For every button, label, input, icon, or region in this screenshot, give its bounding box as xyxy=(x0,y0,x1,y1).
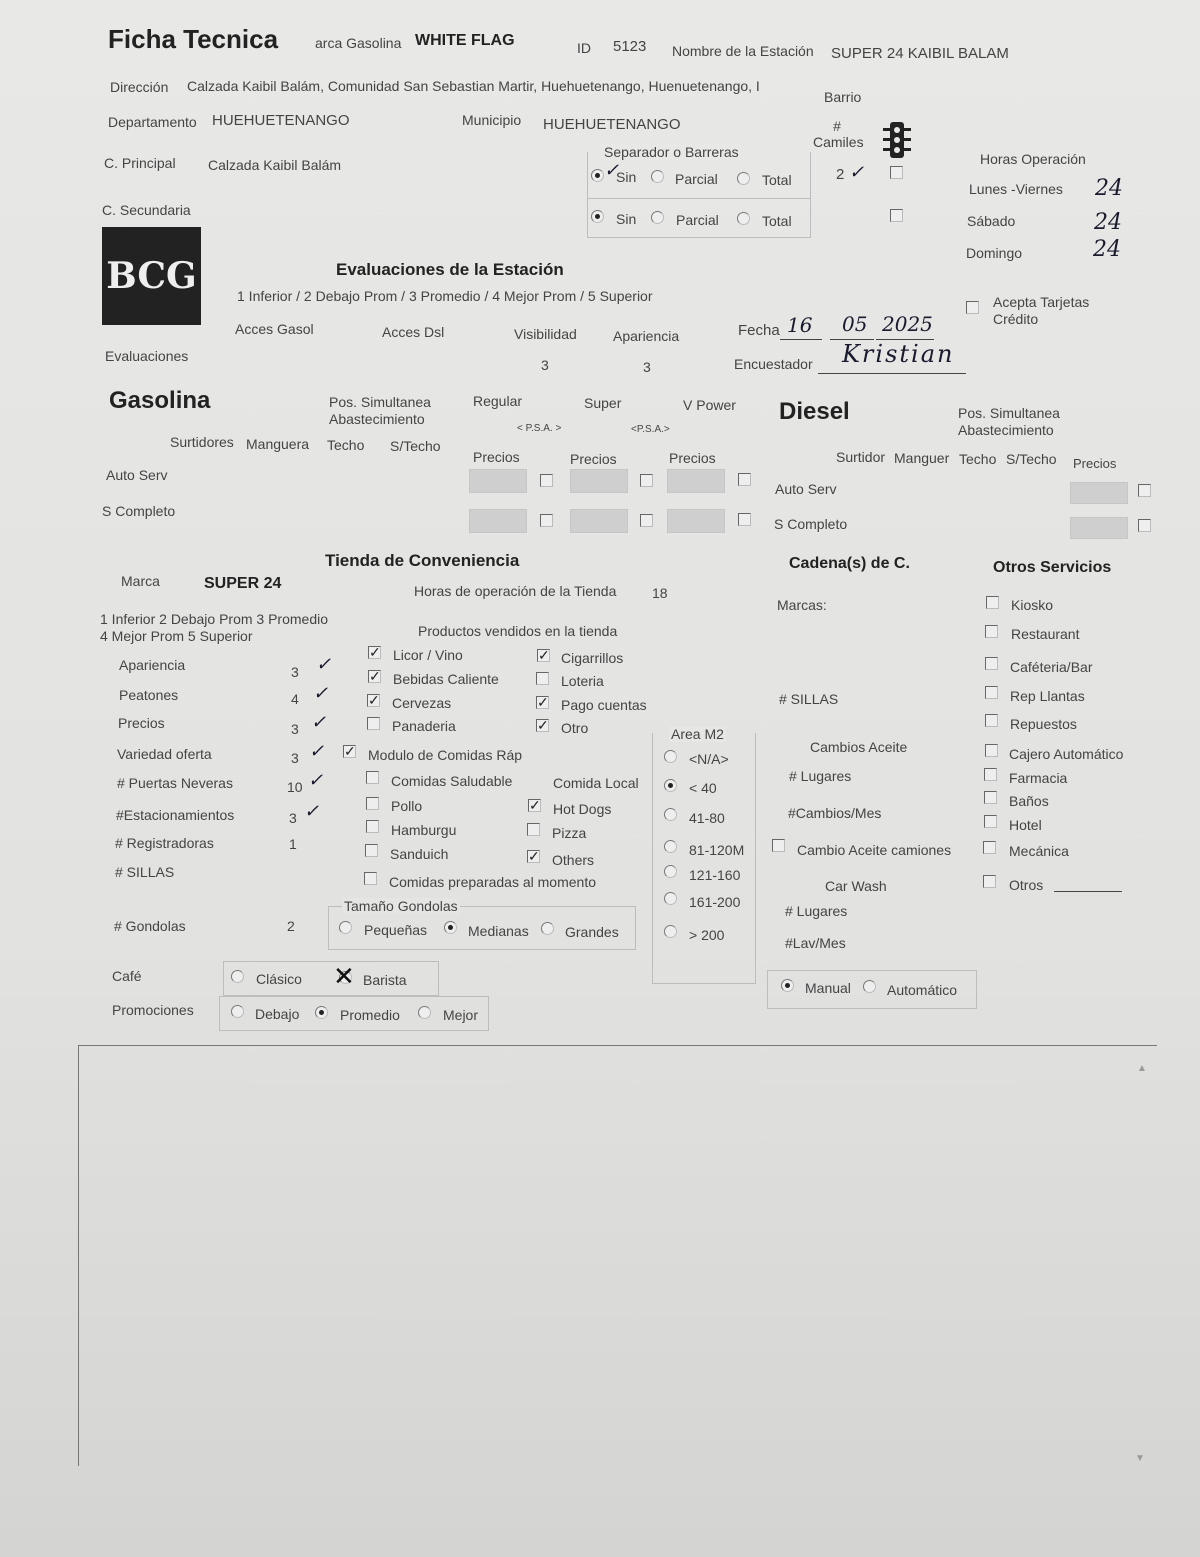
area-option: < 40 xyxy=(689,780,717,796)
departamento-label: Departamento xyxy=(108,114,197,130)
rating-value: 4 xyxy=(291,691,299,707)
pago-label: Pago cuentas xyxy=(561,697,647,713)
gas-auto-serv-label: Auto Serv xyxy=(106,467,168,483)
service-label: Hotel xyxy=(1009,817,1042,833)
cambios-mes-label: #Cambios/Mes xyxy=(788,805,882,821)
regular-precios: Precios xyxy=(473,449,520,465)
service-label: Baños xyxy=(1009,793,1049,809)
lunes-label: Lunes -Viernes xyxy=(969,181,1063,197)
hotdogs-checkbox[interactable]: ✓ xyxy=(529,797,541,813)
visibilidad-value: 3 xyxy=(541,357,549,373)
fecha-year: 2025 xyxy=(882,312,933,336)
sep2-sin-radio[interactable] xyxy=(591,210,604,223)
vpower-label: V Power xyxy=(683,397,736,413)
service-checkbox[interactable] xyxy=(984,791,997,804)
diesel-completo-checkbox[interactable] xyxy=(1138,519,1151,532)
stecho-label: S/Techo xyxy=(390,438,441,454)
medianas-label: Medianas xyxy=(468,923,529,939)
c-principal-value: Calzada Kaibil Balám xyxy=(208,157,342,173)
area-option: <N/A> xyxy=(689,751,729,767)
regular-psa: < P.S.A. > xyxy=(517,423,562,434)
apariencia-value: 3 xyxy=(643,359,651,375)
area-radio-over-200[interactable] xyxy=(664,925,677,938)
service-checkbox[interactable] xyxy=(984,815,997,828)
area-radio-na[interactable] xyxy=(664,750,677,763)
bcg-logo: BCG xyxy=(102,227,201,325)
sanduich-label: Sanduich xyxy=(390,846,449,862)
direccion-value: Calzada Kaibil Balám, Comunidad San Sebastian Martir, Huehuetenango, Huenuetenango, I xyxy=(187,78,760,94)
diesel-title: Diesel xyxy=(779,398,850,425)
camiles-value: 2 xyxy=(836,166,845,183)
regular-auto-checkbox[interactable] xyxy=(540,474,553,487)
clasico-radio[interactable] xyxy=(231,970,244,983)
rating-label: # Registradoras xyxy=(115,835,214,851)
notes-textarea[interactable] xyxy=(78,1045,1157,1466)
rating-label: Variedad oferta xyxy=(117,746,212,762)
gasolina-title: Gasolina xyxy=(109,387,211,414)
hamburgu-label: Hamburgu xyxy=(391,822,457,838)
barista-label: Barista xyxy=(363,972,407,988)
promociones-label: Promociones xyxy=(112,1002,194,1018)
regular-label: Regular xyxy=(473,393,523,409)
vpower-precios: Precios xyxy=(669,450,716,466)
rating-value: 2 xyxy=(287,918,295,934)
rating-value: 3 xyxy=(291,721,299,737)
cigarrillos-checkbox[interactable]: ✓ xyxy=(538,647,550,663)
horas-title: Horas Operación xyxy=(980,151,1086,167)
service-checkbox[interactable] xyxy=(983,875,996,888)
service-label: Mecánica xyxy=(1009,843,1069,859)
rating-label: # SILLAS xyxy=(115,864,175,880)
diesel-s-completo-label: S Completo xyxy=(774,516,848,532)
rating-checkmark: ✓ xyxy=(308,770,324,791)
fecha-label: Fecha xyxy=(738,322,780,339)
pizza-checkbox[interactable] xyxy=(527,823,540,836)
sep2-sin-label: Sin xyxy=(616,211,637,227)
panaderia-checkbox[interactable] xyxy=(367,717,380,730)
diesel-manguer-label: Manguer xyxy=(894,450,950,466)
tienda-horas-value: 18 xyxy=(652,585,668,601)
rating-label: Apariencia xyxy=(119,657,186,673)
otros-title: Otros Servicios xyxy=(993,559,1112,576)
service-checkbox[interactable] xyxy=(983,841,996,854)
gasolina-pos-sim: Pos. Simultanea Abastecimiento xyxy=(329,394,431,427)
medianas-radio[interactable] xyxy=(444,921,457,934)
hotdogs-label: Hot Dogs xyxy=(553,801,612,817)
pizza-label: Pizza xyxy=(552,825,587,841)
sep1-parcial-label: Parcial xyxy=(675,171,718,187)
service-label: Restaurant xyxy=(1011,626,1080,642)
tienda-scale-2: 4 Mejor Prom 5 Superior xyxy=(100,628,253,644)
acces-dsl-label: Acces Dsl xyxy=(382,324,445,340)
area-option: > 200 xyxy=(689,927,725,943)
sabado-value: 24 xyxy=(1094,210,1122,235)
lunes-value: 24 xyxy=(1095,176,1123,201)
regular-completo-price[interactable] xyxy=(469,509,527,533)
evaluaciones-label: Evaluaciones xyxy=(105,348,189,364)
area-radio-200[interactable] xyxy=(664,892,677,905)
c-secundaria-label: C. Secundaria xyxy=(102,202,191,218)
id-value: 5123 xyxy=(613,38,647,55)
diesel-precios-label: Precios xyxy=(1073,456,1117,471)
pequenas-label: Pequeñas xyxy=(364,922,428,938)
rating-value: 1 xyxy=(289,836,297,852)
service-label: Farmacia xyxy=(1009,770,1068,786)
diesel-pos-sim: Pos. Simultanea Abastecimiento xyxy=(958,405,1060,438)
evaluaciones-title: Evaluaciones de la Estación xyxy=(336,260,564,279)
barrio-label: Barrio xyxy=(824,89,862,105)
licor-checkbox[interactable]: ✓ xyxy=(369,644,381,660)
bebidas-checkbox[interactable]: ✓ xyxy=(369,668,381,684)
fecha-day: 16 xyxy=(787,313,813,337)
loteria-label: Loteria xyxy=(561,673,604,689)
sep1-parcial-radio[interactable] xyxy=(651,170,664,183)
sep2-parcial-label: Parcial xyxy=(676,212,719,228)
camiones-label: Cambio Aceite camiones xyxy=(797,842,952,858)
carwash-title: Car Wash xyxy=(825,878,887,894)
pago-checkbox[interactable]: ✓ xyxy=(537,694,549,710)
cadena-title: Cadena(s) de C. xyxy=(789,555,910,572)
station-name-value: SUPER 24 KAIBIL BALAM xyxy=(831,45,1009,62)
cervezas-label: Cervezas xyxy=(392,695,452,711)
camiones-checkbox[interactable] xyxy=(772,839,785,852)
rating-value: 10 xyxy=(287,779,303,795)
aceite-title: Cambios Aceite xyxy=(810,739,908,755)
service-checkbox[interactable] xyxy=(985,625,998,638)
rating-checkmark: ✓ xyxy=(304,801,320,822)
panaderia-label: Panaderia xyxy=(392,718,456,734)
hamburgu-checkbox[interactable] xyxy=(366,820,379,833)
automatico-radio[interactable] xyxy=(863,980,876,993)
marca-value: WHITE FLAG xyxy=(415,32,515,49)
camiles-checkbox-1[interactable] xyxy=(890,166,903,179)
page-title: Ficha Tecnica xyxy=(108,24,279,54)
barista-x-mark: ✕ xyxy=(333,961,355,991)
otro-checkbox[interactable]: ✓ xyxy=(537,717,549,733)
service-label: Otros xyxy=(1009,877,1044,893)
id-label: ID xyxy=(577,40,591,56)
service-checkbox[interactable] xyxy=(985,714,998,727)
tienda-scale-1: 1 Inferior 2 Debajo Prom 3 Promedio xyxy=(100,611,328,627)
service-checkbox[interactable] xyxy=(985,657,998,670)
acces-gasol-label: Acces Gasol xyxy=(235,321,314,337)
diesel-auto-serv-label: Auto Serv xyxy=(775,481,837,497)
service-checkbox[interactable] xyxy=(985,686,998,699)
sanduich-checkbox[interactable] xyxy=(365,844,378,857)
apariencia-label: Apariencia xyxy=(613,328,680,344)
direccion-label: Dirección xyxy=(110,79,169,95)
licor-label: Licor / Vino xyxy=(393,647,463,663)
rating-label: #Estacionamientos xyxy=(116,807,235,823)
automatico-label: Automático xyxy=(887,982,958,998)
service-label: Repuestos xyxy=(1010,716,1077,732)
surtidores-label: Surtidores xyxy=(170,434,234,450)
area-title: Area M2 xyxy=(671,726,724,742)
area-radio-80[interactable] xyxy=(664,808,677,821)
regular-auto-price[interactable] xyxy=(469,469,527,493)
sabado-label: Sábado xyxy=(967,213,1016,229)
super-precios: Precios xyxy=(570,451,617,467)
rating-checkmark: ✓ xyxy=(313,683,329,704)
vpower-auto-price[interactable] xyxy=(667,469,725,493)
super-auto-checkbox[interactable] xyxy=(640,474,653,487)
rating-value: 3 xyxy=(289,810,297,826)
cafe-label: Café xyxy=(112,968,142,984)
preparadas-label: Comidas preparadas al momento xyxy=(389,874,596,890)
aceite-lugares-label: # Lugares xyxy=(789,768,852,784)
service-checkbox[interactable] xyxy=(984,768,997,781)
station-name-label: Nombre de la Estación xyxy=(672,43,814,59)
super-label: Super xyxy=(584,395,622,411)
camiles-checkbox-2[interactable] xyxy=(890,209,903,222)
debajo-radio[interactable] xyxy=(231,1005,244,1018)
visibilidad-label: Visibilidad xyxy=(514,326,577,342)
diesel-completo-price[interactable] xyxy=(1070,517,1128,539)
service-label: Caféteria/Bar xyxy=(1010,659,1093,675)
loteria-checkbox[interactable] xyxy=(536,672,549,685)
encuestador-label: Encuestador xyxy=(734,356,813,372)
grandes-label: Grandes xyxy=(565,924,619,940)
rating-label: # Puertas Neveras xyxy=(117,775,233,791)
regular-completo-checkbox[interactable] xyxy=(540,514,553,527)
rating-value: 3 xyxy=(291,750,299,766)
modulo-checkbox[interactable]: ✓ xyxy=(344,743,356,759)
sep1-sin-radio[interactable] xyxy=(591,169,604,182)
preparadas-checkbox[interactable] xyxy=(364,872,377,885)
vpower-auto-checkbox[interactable] xyxy=(738,473,751,486)
tienda-marca-label: Marca xyxy=(121,573,160,589)
super-auto-price[interactable] xyxy=(570,469,628,493)
modulo-label: Modulo de Comidas Ráp xyxy=(368,747,523,763)
vpower-completo-price[interactable] xyxy=(667,509,725,533)
area-option: 121-160 xyxy=(689,867,741,883)
area-group xyxy=(652,733,756,984)
tienda-marca-value: SUPER 24 xyxy=(204,575,282,592)
pequenas-radio[interactable] xyxy=(339,921,352,934)
rating-label: Peatones xyxy=(119,687,179,703)
tienda-horas-label: Horas de operación de la Tienda xyxy=(414,583,617,599)
scroll-down-icon[interactable]: ▼ xyxy=(1135,1453,1145,1464)
mejor-label: Mejor xyxy=(443,1007,479,1023)
diesel-stecho-label: S/Techo xyxy=(1006,451,1057,467)
bebidas-label: Bebidas Caliente xyxy=(393,671,499,687)
manguera-label: Manguera xyxy=(246,436,310,452)
super-completo-checkbox[interactable] xyxy=(640,514,653,527)
productos-label: Productos vendidos en la tienda xyxy=(418,623,618,639)
manual-label: Manual xyxy=(805,980,851,996)
rating-checkmark: ✓ xyxy=(311,712,327,733)
promedio-label: Promedio xyxy=(340,1007,400,1023)
sep1-total-label: Total xyxy=(762,172,792,188)
gas-s-completo-label: S Completo xyxy=(102,503,176,519)
marcas-label: Marcas: xyxy=(777,597,827,613)
camiles-label: # Camiles xyxy=(813,118,864,150)
super-completo-price[interactable] xyxy=(570,509,628,533)
diesel-techo-label: Techo xyxy=(959,451,997,467)
service-checkbox[interactable] xyxy=(985,744,998,757)
fecha-month: 05 xyxy=(842,312,868,336)
area-option: 81-120M xyxy=(689,842,745,858)
grandes-radio[interactable] xyxy=(541,922,554,935)
comida-local-label: Comida Local xyxy=(553,775,639,791)
evaluaciones-scale: 1 Inferior / 2 Debajo Prom / 3 Promedio / 4 Mejor Prom / 5 Superior xyxy=(237,288,653,304)
service-label: Rep Llantas xyxy=(1010,688,1085,704)
sep2-parcial-radio[interactable] xyxy=(651,211,664,224)
fecha-day-line xyxy=(780,339,822,340)
techo-label: Techo xyxy=(327,437,365,453)
diesel-surtidor-label: Surtidor xyxy=(836,449,886,465)
camiles-checkmark: ✓ xyxy=(849,162,865,183)
cervezas-checkbox[interactable]: ✓ xyxy=(368,692,380,708)
clasico-label: Clásico xyxy=(256,971,302,987)
super-psa: <P.S.A.> xyxy=(631,424,670,435)
saludable-checkbox[interactable] xyxy=(366,771,379,784)
tarjetas-checkbox[interactable] xyxy=(966,301,979,314)
pollo-label: Pollo xyxy=(391,798,423,814)
service-label: Kiosko xyxy=(1011,597,1054,613)
domingo-label: Domingo xyxy=(966,245,1023,261)
rating-checkmark: ✓ xyxy=(316,654,332,675)
traffic-light-icon xyxy=(881,121,913,159)
area-radio-40[interactable] xyxy=(664,779,677,792)
departamento-value: HUEHUETENANGO xyxy=(212,112,350,129)
sep2-total-label: Total xyxy=(762,213,792,229)
diesel-auto-price[interactable] xyxy=(1070,482,1128,504)
cadena-sillas-label: # SILLAS xyxy=(779,691,839,707)
manual-radio[interactable] xyxy=(781,979,794,992)
encuestador-value: Kristian xyxy=(842,340,955,368)
marca-label: arca Gasolina xyxy=(315,35,402,51)
vpower-completo-checkbox[interactable] xyxy=(738,513,751,526)
rating-label: # Gondolas xyxy=(114,918,186,934)
area-radio-120[interactable] xyxy=(664,840,677,853)
rating-label: Precios xyxy=(118,715,165,731)
area-radio-160[interactable] xyxy=(664,865,677,878)
area-option: 161-200 xyxy=(689,894,741,910)
tienda-title: Tienda de Conveniencia xyxy=(325,551,520,570)
area-option: 41-80 xyxy=(689,810,725,826)
others-label: Others xyxy=(552,852,595,868)
c-principal-label: C. Principal xyxy=(104,155,176,171)
rating-value: 3 xyxy=(291,664,299,680)
separador-label: Separador o Barreras xyxy=(604,144,739,160)
cigarrillos-label: Cigarrillos xyxy=(561,650,624,666)
mejor-radio[interactable] xyxy=(418,1006,431,1019)
service-checkbox[interactable] xyxy=(986,596,999,609)
others-checkbox[interactable]: ✓ xyxy=(528,848,540,864)
debajo-label: Debajo xyxy=(255,1006,300,1022)
tarjetas-label: Acepta Tarjetas Crédito xyxy=(993,294,1090,327)
domingo-value: 24 xyxy=(1093,237,1121,262)
municipio-label: Municipio xyxy=(462,112,522,128)
municipio-value: HUEHUETENANGO xyxy=(543,116,681,133)
pollo-checkbox[interactable] xyxy=(366,797,379,810)
rating-checkmark: ✓ xyxy=(309,741,325,762)
service-label: Cajero Automático xyxy=(1009,746,1124,762)
otros-blank-line xyxy=(1054,891,1122,892)
gondolas-title: Tamaño Gondolas xyxy=(344,898,458,914)
encuestador-line xyxy=(818,373,966,374)
scroll-up-icon[interactable]: ▲ xyxy=(1137,1063,1147,1074)
carwash-lugares-label: # Lugares xyxy=(785,903,848,919)
saludable-label: Comidas Saludable xyxy=(391,773,513,789)
promedio-radio[interactable] xyxy=(315,1006,328,1019)
otro-label: Otro xyxy=(561,720,589,736)
sep2-total-radio[interactable] xyxy=(737,212,750,225)
lav-mes-label: #Lav/Mes xyxy=(785,935,846,951)
diesel-auto-checkbox[interactable] xyxy=(1138,484,1151,497)
sep1-sin-label: Sin xyxy=(616,169,637,185)
sep1-checkmark: ✓ xyxy=(604,160,620,181)
sep1-total-radio[interactable] xyxy=(737,172,750,185)
